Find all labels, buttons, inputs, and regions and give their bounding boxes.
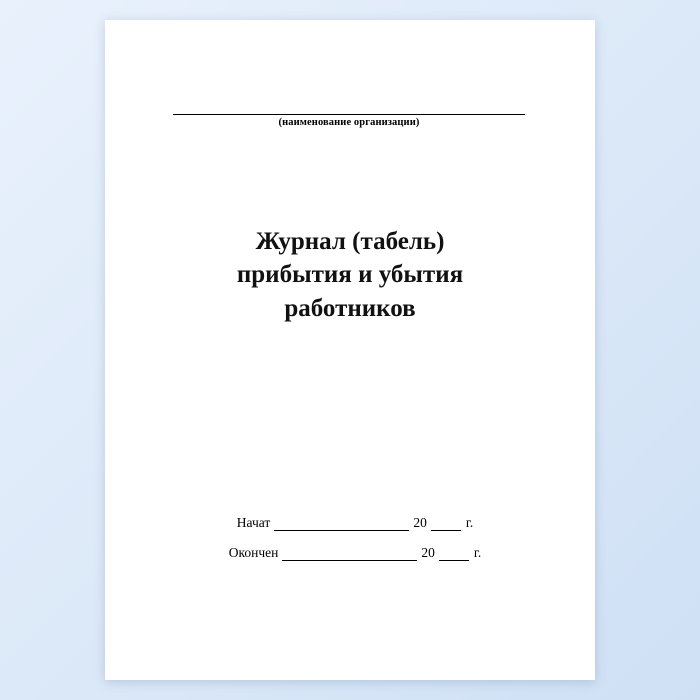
organization-name-field[interactable]	[173, 92, 525, 128]
finished-year-field[interactable]	[439, 547, 469, 561]
started-year-field[interactable]	[431, 517, 461, 531]
started-date-field[interactable]	[274, 517, 409, 531]
page-title-line-3: работников	[284, 294, 416, 322]
organization-name-rule[interactable]	[173, 92, 525, 115]
started-row	[155, 515, 555, 531]
document-footer	[155, 515, 555, 575]
page-title-line-2: прибытия и убытия	[236, 261, 464, 289]
started-label: Начат	[236, 515, 271, 530]
finished-date-field[interactable]	[282, 547, 417, 561]
finished-row	[155, 545, 555, 561]
started-year-suffix: г.	[465, 515, 474, 530]
started-year-prefix: 20	[413, 515, 427, 530]
page-title-line-1: Журнал (табель)	[255, 228, 445, 255]
finished-label: Окончен	[228, 545, 279, 560]
document-sheet	[105, 20, 595, 680]
organization-name-caption: (наименование организации)	[278, 117, 420, 128]
finished-year-prefix: 20	[421, 545, 435, 560]
page-title	[150, 225, 550, 325]
finished-year-suffix: г.	[473, 545, 482, 560]
